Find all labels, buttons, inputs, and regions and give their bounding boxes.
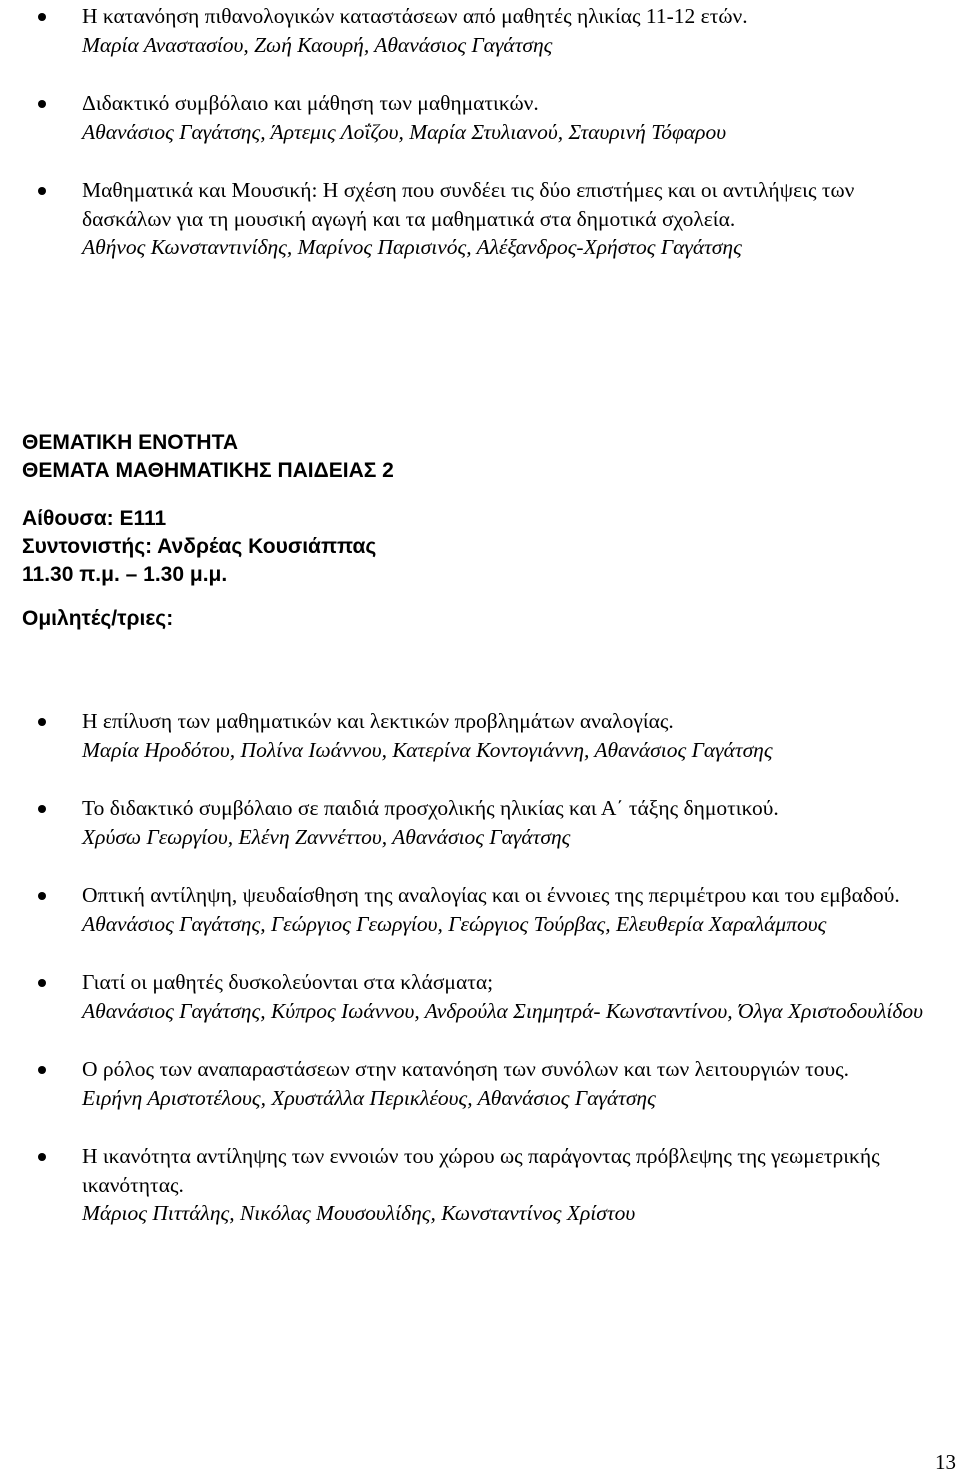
paper-authors: Αθήνος Κωνσταντινίδης, Μαρίνος Παρισινός, Αλέξανδρος-Χρήστος Γαγάτσης <box>82 235 742 259</box>
bullet-icon <box>38 979 46 987</box>
paper-title: Διδακτικό συμβόλαιο και μάθηση των μαθηματικών. <box>82 91 539 115</box>
list-item <box>0 707 960 764</box>
paper-title: Η κατανόηση πιθανολογικών καταστάσεων από μαθητές ηλικίας 11-12 ετών. <box>82 4 748 28</box>
session-label: ΘΕΜΑΤΙΚΗ ΕΝΟΤΗΤΑ <box>22 431 239 454</box>
paper-authors: Αθανάσιος Γαγάτσης, Άρτεμις Λοΐζου, Μαρία Στυλιανού, Σταυρινή Τόφαρου <box>82 119 727 144</box>
list-item <box>0 2 960 59</box>
speakers-label: Ομιλητές/τριες: <box>22 607 174 630</box>
session-time: 11.30 π.μ. – 1.30 μ.μ. <box>22 563 228 586</box>
talk-authors: Αθανάσιος Γαγάτσης, Κύπρος Ιωάννου, Ανδρούλα Σιημητρά- Κωνσταντίνου, Όλγα Χριστοδουλίδου <box>82 998 923 1023</box>
bullet-icon <box>38 892 46 900</box>
paper-title: Μαθηματικά και Μουσική: Η σχέση που συνδέει τις δύο επιστήμες και οι αντιλήψεις των δασκάλων για τη μουσική αγωγή και τα μαθηματικά στα δημοτικά σχολεία. <box>82 178 855 231</box>
bullet-icon <box>38 13 46 21</box>
list-item <box>0 176 960 262</box>
list-item <box>0 1142 960 1228</box>
session-room: Αίθουσα: Ε111 <box>22 507 167 530</box>
list-item <box>0 1055 960 1112</box>
bullet-icon <box>38 1066 46 1074</box>
talk-authors: Αθανάσιος Γαγάτσης, Γεώργιος Γεωργίου, Γεώργιος Τούρβας, Ελευθερία Χαραλάμπους <box>82 911 827 936</box>
bullet-icon <box>38 1153 46 1161</box>
list-item <box>0 881 960 938</box>
list-item <box>0 968 960 1025</box>
session-title: ΘΕΜΑΤΑ ΜΑΘΗΜΑΤΙΚΗΣ ΠΑΙΔΕΙΑΣ 2 <box>22 459 394 482</box>
top-paper-list <box>0 2 960 292</box>
list-item <box>0 794 960 851</box>
talk-authors: Μάριος Πιττάλης, Νικόλας Μουσουλίδης, Κωνσταντίνος Χρίστου <box>82 1201 636 1225</box>
bullet-icon <box>38 805 46 813</box>
talk-list <box>0 707 960 1258</box>
talk-title: Το διδακτικό συμβόλαιο σε παιδιά προσχολικής ηλικίας και Α΄ τάξης δημοτικού. <box>82 796 779 820</box>
bullet-icon <box>38 100 46 108</box>
session-coordinator: Συντονιστής: Ανδρέας Κουσιάππας <box>22 535 377 558</box>
session-header <box>22 429 394 633</box>
talk-title: Ο ρόλος των αναπαραστάσεων στην κατανόηση των συνόλων και των λειτουργιών τους. <box>82 1057 850 1081</box>
paper-authors: Μαρία Αναστασίου, Ζωή Καουρή, Αθανάσιος Γαγάτσης <box>82 32 553 57</box>
talk-title: Η επίλυση των μαθηματικών και λεκτικών προβλημάτων αναλογίας. <box>82 709 674 733</box>
talk-authors: Ειρήνη Αριστοτέλους, Χρυστάλλα Περικλέους, Αθανάσιος Γαγάτσης <box>82 1085 656 1110</box>
page-number: 13 <box>935 1450 956 1474</box>
bullet-icon <box>38 718 46 726</box>
talk-authors: Χρύσω Γεωργίου, Ελένη Ζαννέττου, Αθανάσιος Γαγάτσης <box>82 824 571 849</box>
talk-title: Γιατί οι μαθητές δυσκολεύονται στα κλάσματα; <box>82 970 494 994</box>
bullet-icon <box>38 187 46 195</box>
talk-authors: Μαρία Ηροδότου, Πολίνα Ιωάννου, Κατερίνα Κοντογιάννη, Αθανάσιος Γαγάτσης <box>82 737 773 762</box>
list-item <box>0 89 960 146</box>
talk-title: Οπτική αντίληψη, ψευδαίσθηση της αναλογίας και οι έννοιες της περιμέτρου και του εμβαδού. <box>82 883 900 907</box>
talk-title: Η ικανότητα αντίληψης των εννοιών του χώρου ως παράγοντας πρόβλεψης της γεωμετρικής ικανότητας. <box>82 1144 880 1197</box>
